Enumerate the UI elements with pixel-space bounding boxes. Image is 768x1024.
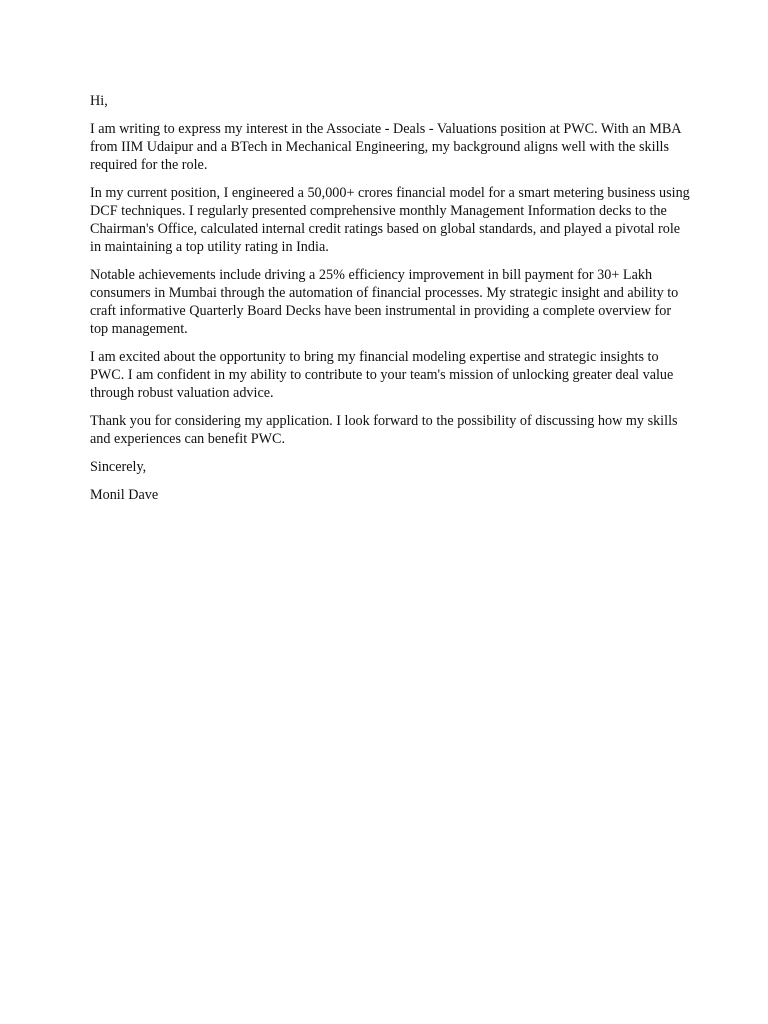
letter-signature: Monil Dave — [90, 487, 159, 503]
cover-letter — [90, 92, 690, 514]
letter-closing: Sincerely, — [90, 459, 147, 475]
paragraph-achievements: Notable achievements include driving a 25% efficiency improvement in bill payment for 30+ Lakh consumers in Mumbai through the automation of financial processes. My strategic insight and ability to craft informative Quarterly Board Decks have been instrumental in providing a complete overview for top management. — [90, 267, 679, 337]
paragraph-motivation: I am excited about the opportunity to bring my financial modeling expertise and strategic insights to PWC. I am confident in my ability to contribute to your team's mission of unlocking greater deal value through robust valuation advice. — [90, 349, 674, 401]
letter-greeting: Hi, — [90, 93, 108, 109]
paragraph-intro: I am writing to express my interest in the Associate - Deals - Valuations position at PWC. With an MBA from IIM Udaipur and a BTech in Mechanical Engineering, my background aligns well with the skills required for the role. — [90, 121, 681, 173]
paragraph-thanks: Thank you for considering my application. I look forward to the possibility of discussing how my skills and experiences can benefit PWC. — [90, 413, 678, 447]
paragraph-current-position: In my current position, I engineered a 50,000+ crores financial model for a smart metering business using DCF techniques. I regularly presented comprehensive monthly Management Information decks to the Chairman's Office, calculated internal credit ratings based on global standards, and played a pivotal role in maintaining a top utility rating in India. — [90, 185, 690, 255]
